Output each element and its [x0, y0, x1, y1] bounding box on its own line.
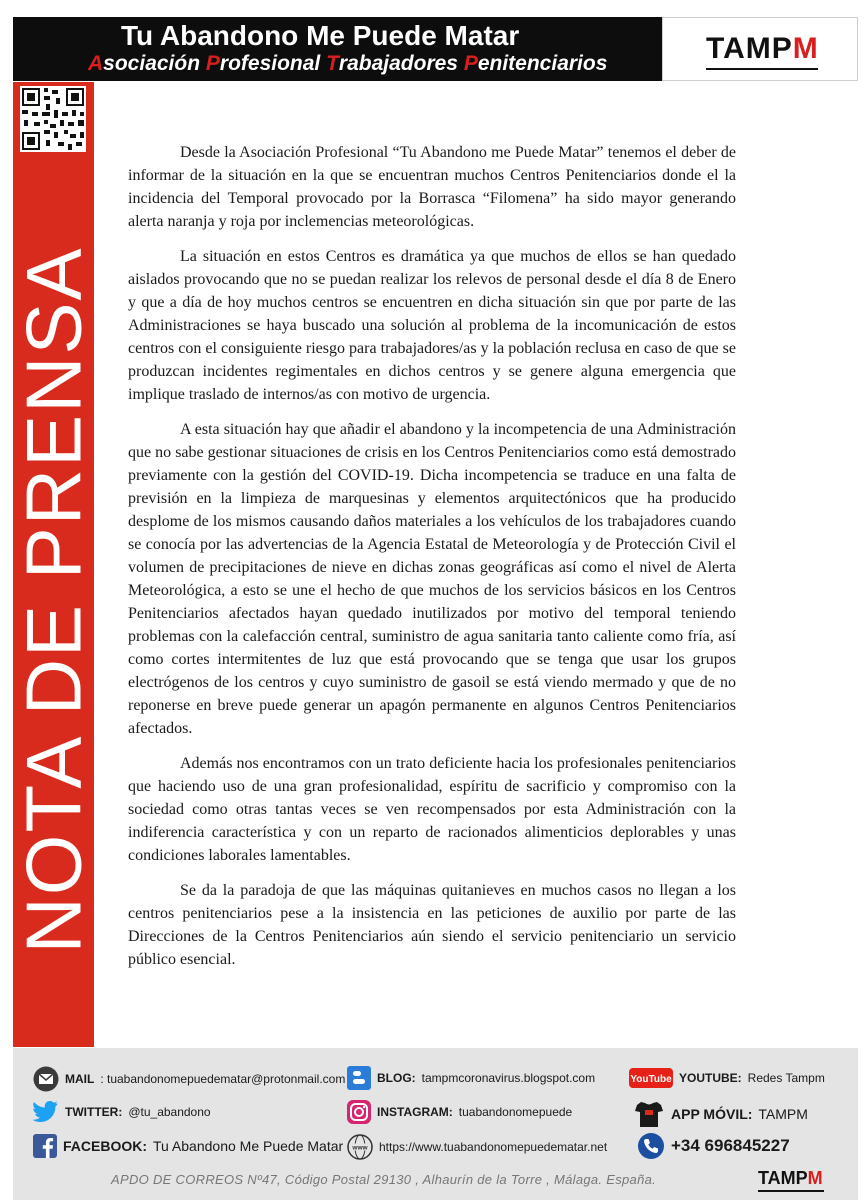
mail-icon — [33, 1066, 59, 1092]
blogger-icon — [347, 1066, 371, 1090]
facebook-icon — [33, 1134, 57, 1158]
www-icon-text: www — [352, 1144, 368, 1152]
instagram-value: tuabandonomepuede — [458, 1105, 573, 1119]
phone-value: +34 696845227 — [671, 1136, 790, 1155]
youtube-value: Redes Tampm — [747, 1071, 825, 1085]
footer-facebook[interactable] — [33, 1134, 343, 1158]
footer-logo-accent: M — [807, 1168, 823, 1188]
subtitle-word: rofesional — [219, 52, 327, 75]
footer-app[interactable] — [633, 1100, 808, 1128]
footer-phone[interactable] — [637, 1132, 790, 1160]
subtitle-initial: T — [326, 52, 339, 75]
youtube-icon — [629, 1068, 673, 1088]
logo-underline — [706, 68, 818, 70]
footer-youtube[interactable] — [629, 1068, 825, 1088]
instagram-icon — [347, 1100, 371, 1124]
press-release-body — [128, 141, 736, 983]
logo-main: TAMP — [706, 32, 793, 65]
subtitle-word: sociación — [103, 52, 206, 75]
footer-twitter[interactable] — [33, 1100, 211, 1124]
blog-label: BLOG: — [377, 1071, 416, 1085]
blog-value: tampmcoronavirus.blogspot.com — [421, 1071, 596, 1085]
body-paragraph: Se da la paradoja de que las máquinas quitanieves en muchos casos no llegan a los centros penitenciarios pese a la insistencia en las peticiones de auxilio por parte de las Direcciones de la Centros Penitenciarios aún siendo el servicio penitenciario un servicio público esencial. — [128, 882, 736, 968]
body-paragraph: A esta situación hay que añadir el abandono y la incompetencia de una Administración que no sabe gestionar situaciones de crisis en los Centros Penitenciarios como está demostrado previamente con la gestión del COVID-19. Dicha incompetencia se traduce en una falta de previsión en la limpieza de marquesinas y elementos arquitectónicos que ha producido desplome de los mismos causando daños materiales a los vehículos de los trabajadores cuando se conocía por las advertencias de la Agencia Estatal de Meteorología y de Protección Civil el volumen de precipitaciones de nieve en dichas zonas geográficas así como el nivel de Alerta Meteorológica, a esto se une el hecho de que muchos de los servicios básicos en los Centros Penitenciarios afectados hayan quedado inutilizados por motivo del temporal teniendo problemas con la calefacción central, suministro de agua sanitaria tanto caliente como fría, así como cortes intermitentes de luz que está provocando que se tenga que usar los grupos electrógenos de los centros y cuyo suministro de gasoil se está viendo mermado y que de no reponerse en breve puede generar un apagón permanente en algunos Centros Penitenciarios afectados. — [128, 421, 736, 737]
body-paragraph: Además nos encontramos con un trato deficiente hacia los profesionales penitenciarios que haciendo uso de una gran profesionalidad, espíritu de sacrificio y compromiso con la sociedad como otras tantas veces se ven recompensados por esta Administración con la indiferencia característica y con un reparto de racionados alimenticios deplorables y unas condiciones laborales lamentables. — [128, 755, 736, 864]
twitter-label: TWITTER: — [65, 1105, 123, 1119]
header-subtitle — [88, 52, 607, 76]
subtitle-initial: P — [205, 52, 220, 75]
youtube-label: YOUTUBE: — [679, 1071, 742, 1085]
instagram-label: INSTAGRAM: — [377, 1105, 453, 1119]
footer-address: APDO DE CORREOS Nº47, Código Postal 29130 , Alhaurín de la Torre , Málaga. España. — [111, 1172, 657, 1187]
facebook-value: Tu Abandono Me Puede Matar — [153, 1138, 344, 1154]
mail-label: MAIL — [65, 1072, 95, 1086]
subtitle-word: enitenciarios — [477, 52, 608, 75]
footer-instagram[interactable] — [347, 1100, 572, 1124]
twitter-icon — [33, 1100, 59, 1124]
body-paragraph: Desde la Asociación Profesional “Tu Abandono me Puede Matar” tenemos el deber de informar de la situación en la que se encuentran muchos Centros Penitenciarios donde el la incidencia del Temporal provocado por la Borrasca “Filomena” ha sido mayor generando alerta naranja y roja por inclemencias meteorológicas. — [128, 144, 736, 230]
subtitle-word: rabajadores — [338, 52, 464, 75]
header-logo-box — [662, 17, 858, 81]
subtitle-initial: P — [463, 52, 478, 75]
phone-icon — [637, 1132, 665, 1160]
footer-blog[interactable] — [347, 1066, 595, 1090]
www-icon — [347, 1134, 373, 1160]
subtitle-initial: A — [88, 52, 104, 75]
footer-logo-main: TAMP — [758, 1168, 808, 1188]
logo-accent: M — [792, 32, 819, 65]
app-label: APP MÓVIL: — [671, 1106, 753, 1122]
facebook-label: FACEBOOK: — [63, 1138, 147, 1154]
youtube-icon-text: YouTube — [630, 1074, 672, 1085]
app-value: TAMPM — [758, 1106, 808, 1122]
mail-value: : tuabandonomepuedematar@protonmail.com — [100, 1072, 346, 1086]
footer-logo-underline — [758, 1190, 824, 1192]
footer-website[interactable] — [347, 1134, 607, 1160]
side-banner-text: NOTA DE PRENSA — [9, 246, 98, 954]
qr-code-icon[interactable] — [20, 86, 86, 152]
twitter-value: @tu_abandono — [128, 1105, 211, 1119]
header-title: Tu Abandono Me Puede Matar — [121, 20, 520, 51]
tampm-logo — [706, 32, 819, 66]
footer — [13, 1048, 858, 1200]
footer-mail[interactable] — [33, 1066, 345, 1092]
mobile-app-icon — [633, 1100, 665, 1128]
header — [13, 17, 858, 81]
website-value: https://www.tuabandonomepuedematar.net — [379, 1140, 608, 1154]
body-paragraph: La situación en estos Centros es dramática ya que muchos de ellos se han quedado aislados provocando que no se puedan realizar los relevos de personal desde el día 8 de Enero y que a día de hoy muchos centros se encuentren en dicha situación sin que por parte de las Administraciones se haya buscado una solución al problema de la incomunicación de estos centros con el consiguiente riesgo para trabajadores/as y la población reclusa en caso de que se produzcan incidentes regimentales en dichos centros y se genere alguna emergencia que implique traslado de internos/as con motivo de urgencia. — [128, 248, 736, 403]
header-title-band — [13, 17, 662, 81]
footer-tampm-logo — [758, 1168, 823, 1189]
